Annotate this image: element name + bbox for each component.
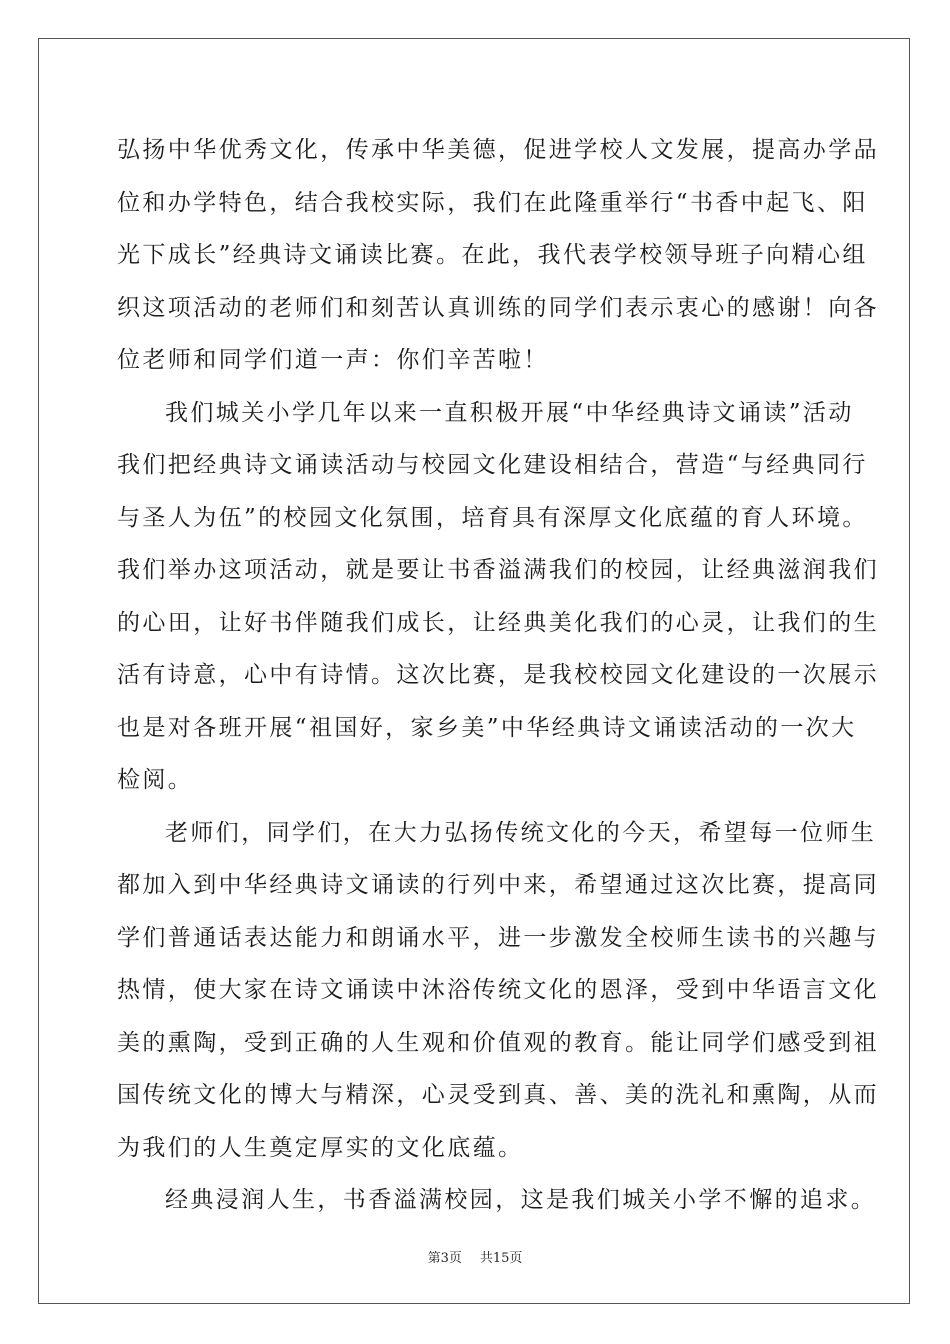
text-line: 美的熏陶，受到正确的人生观和价值观的教育。能让同学们感受到祖 bbox=[117, 1029, 879, 1056]
document-body bbox=[117, 124, 879, 1227]
text-line: 位老师和同学们道一声：你们辛苦啦！ bbox=[117, 347, 549, 373]
paragraph-first-line: 老师们，同学们，在大力弘扬传统文化的今天，希望每一位师生 bbox=[165, 819, 877, 846]
text-line: 学们普通话表达能力和朗诵水平，进一步激发全校师生读书的兴趣与 bbox=[117, 924, 879, 951]
text-line: 我们把经典诗文诵读活动与校园文化建设相结合，营造“与经典同行 bbox=[117, 452, 868, 478]
text-line: 位和办学特色，结合我校实际，我们在此隆重举行“书香中起飞、阳 bbox=[117, 189, 868, 216]
page-number-current: 第3页 bbox=[427, 1251, 462, 1266]
text-line: 活有诗意，心中有诗情。这次比赛，是我校校园文化建设的一次展示 bbox=[117, 662, 879, 688]
text-line: 也是对各班开展“祖国好，家乡美”中华经典诗文诵读活动的一次大 bbox=[117, 714, 857, 741]
text-line: 为我们的人生奠定厚实的文化底蕴。 bbox=[117, 1134, 524, 1161]
page-number-total: 共15页 bbox=[479, 1251, 523, 1266]
text-line: 与圣人为伍”的校园文化氛围，培育具有深厚文化底蕴的育人环境。 bbox=[117, 504, 868, 531]
text-line: 的心田，让好书伴随我们成长，让经典美化我们的心灵，让我们的生 bbox=[117, 609, 879, 636]
text-line: 弘扬中华优秀文化，传承中华美德，促进学校人文发展，提高办学品 bbox=[117, 137, 879, 163]
text-line: 都加入到中华经典诗文诵读的行列中来，希望通过这次比赛，提高同 bbox=[117, 872, 879, 898]
page-footer bbox=[0, 1247, 950, 1266]
paragraph-first-line: 经典浸润人生，书香溢满校园，这是我们城关小学不懈的追求。 bbox=[165, 1187, 877, 1213]
text-line: 织这项活动的老师们和刻苦认真训练的同学们表示衷心的感谢！向各 bbox=[117, 294, 879, 321]
text-line: 检阅。 bbox=[117, 767, 194, 793]
text-line: 光下成长”经典诗文诵读比赛。在此，我代表学校领导班子向精心组 bbox=[117, 242, 868, 268]
text-line: 我们举办这项活动，就是要让书香溢满我们的校园，让经典滋润我们 bbox=[117, 557, 879, 583]
text-line: 热情，使大家在诗文诵读中沐浴传统文化的恩泽，受到中华语言文化 bbox=[117, 977, 879, 1003]
text-line: 国传统文化的博大与精深，心灵受到真、善、美的洗礼和熏陶，从而 bbox=[117, 1082, 879, 1108]
paragraph-first-line: 我们城关小学几年以来一直积极开展“中华经典诗文诵读”活动 bbox=[165, 399, 854, 426]
